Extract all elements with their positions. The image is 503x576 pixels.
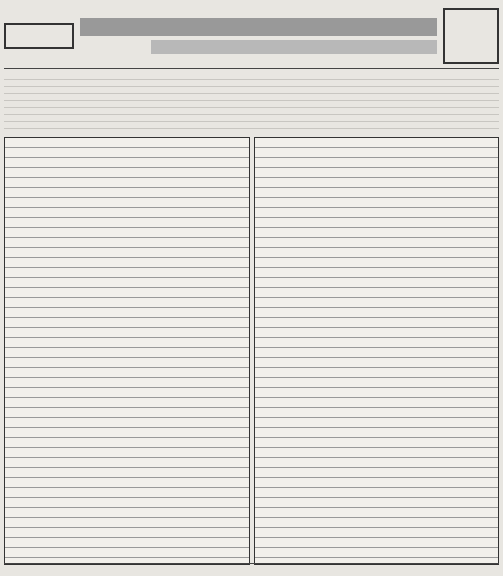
title-block [80, 18, 437, 54]
notice-footer [4, 563, 499, 574]
notice-subtitle [151, 40, 437, 54]
notice-title [80, 18, 437, 36]
discount-stamp [4, 23, 74, 49]
notice-body-text [4, 73, 499, 133]
listing-tables [4, 137, 499, 565]
notice-header [4, 4, 499, 69]
organization-logo [443, 8, 499, 64]
listing-table [4, 137, 250, 565]
listing-table [254, 137, 500, 565]
